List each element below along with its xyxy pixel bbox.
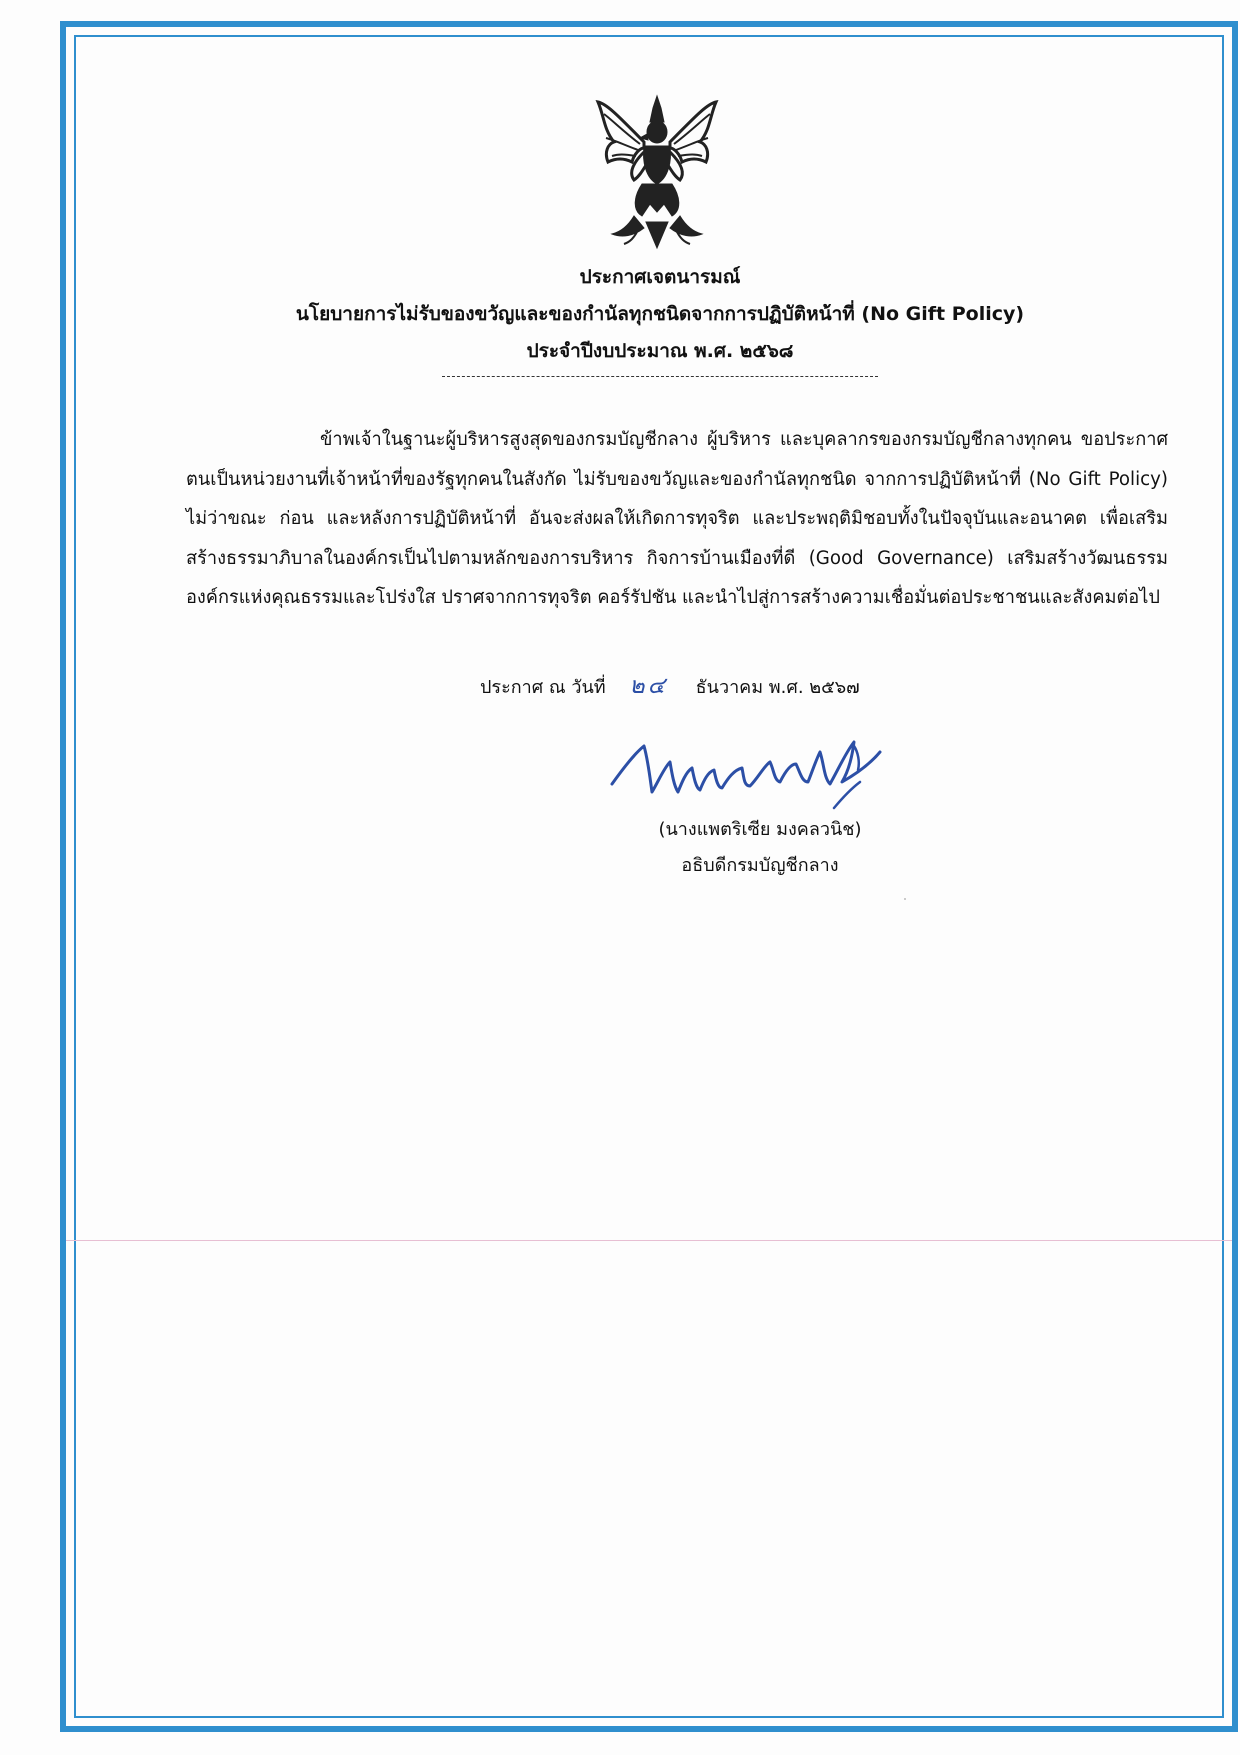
announcement-date [480,668,860,704]
date-prefix: ประกาศ ณ วันที่ [480,677,606,698]
handwritten-signature [608,708,904,820]
policy-title: นโยบายการไม่รับของขวัญและของกำนัลทุกชนิดจากการปฏิบัติหน้าที่ (No Gift Policy) [295,303,1025,325]
signer-title: อธิบดีกรมบัญชีกลาง [681,855,839,876]
garuda-emblem-icon [594,92,720,250]
signer-name: (นางแพตริเซีย มงคลวนิช) [658,819,862,840]
announcement-heading: ประกาศเจตนารมณ์ [579,266,741,288]
announcement-body: ข้าพเจ้าในฐานะผู้บริหารสูงสุดของกรมบัญชีกลาง ผู้บริหาร และบุคลากรของกรมบัญชีกลางทุกคน ขอประกาศตนเป็นหน่วยงานที่เจ้าหน้าที่ของรัฐทุกคนในสังกัด ไม่รับของขวัญและของกำนัลทุกชนิด จากการปฏิบัติหน้าที่ (No Gift Policy) ไม่ว่าขณะ ก่อน และหลังการปฏิบัติหน้าที่ อันจะส่งผลให้เกิดการทุจริต และประพฤติมิชอบทั้งในปัจจุบันและอนาคต เพื่อเสริมสร้างธรรมาภิบาลในองค์กรเป็นไปตามหลักของการบริหาร กิจการบ้านเมืองที่ดี (Good Governance) เสริมสร้างวัฒนธรรมองค์กรแห่งคุณธรรมและโปร่งใส ปราศจากการทุจริต คอร์รัปชัน และนำไปสู่การสร้างความเชื่อมั่นต่อประชาชนและสังคมต่อไป [186,429,1168,609]
heading-divider [442,376,878,377]
scan-fold-line [66,1240,1232,1241]
scan-speck [904,898,906,900]
fiscal-year-subtitle: ประจำปีงบประมาณ พ.ศ. ๒๕๖๘ [526,340,794,362]
date-day-handwritten: ๒๔ [629,673,668,699]
date-month-year: ธันวาคม พ.ศ. ๒๕๖๗ [695,677,860,698]
